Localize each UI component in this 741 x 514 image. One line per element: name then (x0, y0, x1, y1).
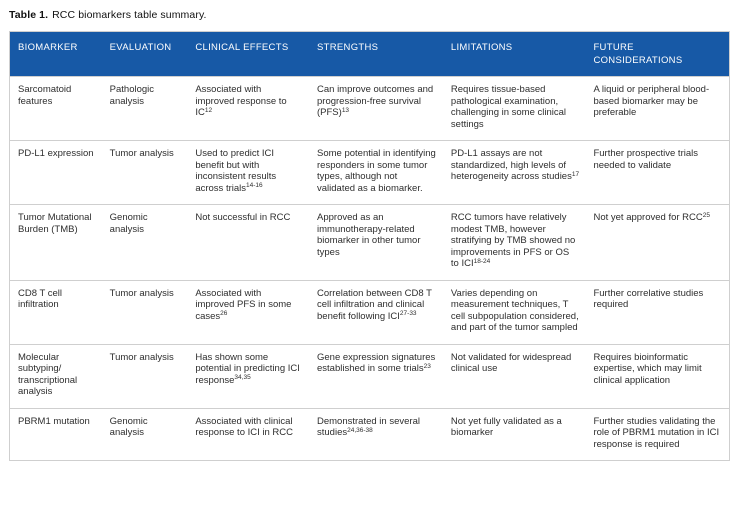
reference-superscript: 17 (571, 170, 580, 178)
cell-evaluation: Genomic analysis (102, 205, 188, 281)
cell-future-considerations: Further studies validating the role of PBRM1 mutation in ICI response is required (585, 408, 729, 461)
column-header-biomarker: BIOMARKER (10, 32, 102, 77)
table-header (10, 32, 730, 77)
reference-superscript: 27-33 (399, 310, 417, 317)
reference-superscript: 24,36-38 (347, 426, 373, 434)
reference-superscript: 34,35 (234, 374, 251, 381)
reference-superscript: 26 (220, 310, 228, 317)
cell-evaluation: Tumor analysis (102, 280, 188, 344)
cell-strengths: Approved as an immunotherapy-related biomarker in other tumor types (309, 205, 443, 281)
table-caption-text: RCC biomarkers table summary. (52, 9, 207, 21)
biomarkers-table (9, 31, 730, 461)
cell-clinical-effects: Not successful in RCC (187, 205, 309, 281)
table-caption-label: Table 1. (9, 9, 49, 21)
header-row (10, 32, 730, 77)
cell-evaluation: Pathologic analysis (102, 77, 188, 141)
cell-limitations: Not validated for widespread clinical use (443, 344, 586, 408)
cell-strengths: Some potential in identifying responders in some tumor types, although not validated as a biomarker. (309, 141, 443, 205)
reference-superscript: 12 (204, 106, 213, 114)
reference-superscript: 13 (341, 106, 350, 114)
cell-limitations: Requires tissue-based pathological examination, challenging in some clinical settings (443, 77, 586, 141)
table-row (10, 344, 730, 408)
cell-clinical-effects: Associated with clinical response to ICI in RCC (187, 408, 309, 461)
cell-future-considerations: Requires bioinformatic expertise, which may limit clinical application (585, 344, 729, 408)
cell-biomarker: Molecular subtyping/ transcriptional analysis (10, 344, 102, 408)
cell-limitations: Not yet fully validated as a biomarker (443, 408, 586, 461)
column-header-clinical-effects: CLINICAL EFFECTS (187, 32, 309, 77)
cell-biomarker: PBRM1 mutation (10, 408, 102, 461)
reference-superscript: 23 (423, 362, 431, 370)
cell-clinical-effects: Associated with improved PFS in some cases$^{26}$ (187, 280, 309, 344)
cell-biomarker: PD-L1 expression (10, 141, 102, 205)
table-body (10, 77, 730, 461)
reference-superscript: 14-16 (246, 182, 263, 189)
table-caption (9, 9, 731, 21)
cell-evaluation: Tumor analysis (102, 141, 188, 205)
cell-strengths: Can improve outcomes and progression-free survival (PFS)$^{13}$ (309, 77, 443, 141)
cell-strengths: Demonstrated in several studies$^{24,36-38}$ (309, 408, 443, 461)
table-row (10, 205, 730, 281)
cell-evaluation: Genomic analysis (102, 408, 188, 461)
cell-biomarker: CD8 T cell infiltration (10, 280, 102, 344)
cell-clinical-effects: Has shown some potential in predicting ICI response$^{34,35}$ (187, 344, 309, 408)
table-row (10, 280, 730, 344)
table-row (10, 77, 730, 141)
cell-clinical-effects: Used to predict ICI benefit but with inconsistent results across trials$^{14-16}$ (187, 141, 309, 205)
cell-evaluation: Tumor analysis (102, 344, 188, 408)
reference-superscript: 25 (702, 211, 710, 219)
cell-future-considerations: Further prospective trials needed to validate (585, 141, 729, 205)
cell-biomarker: Tumor Mutational Burden (TMB) (10, 205, 102, 281)
cell-biomarker: Sarcomatoid features (10, 77, 102, 141)
cell-strengths: Correlation between CD8 T cell infiltration and clinical benefit following ICI$^{27-33}$ (309, 280, 443, 344)
column-header-evaluation: EVALUATION (102, 32, 188, 77)
table-row (10, 408, 730, 461)
cell-limitations: RCC tumors have relatively modest TMB, however stratifying by TMB showed no improvements in PFS or OS to ICI$^{18-24}$ (443, 205, 586, 281)
column-header-future-considerations: FUTURE CONSIDERATIONS (585, 32, 729, 77)
cell-future-considerations: Further correlative studies required (585, 280, 729, 344)
reference-superscript: 18-24 (473, 257, 491, 265)
cell-future-considerations: A liquid or peripheral blood-based biomarker may be preferable (585, 77, 729, 141)
cell-future-considerations: Not yet approved for RCC$^{25}$ (585, 205, 729, 281)
cell-limitations: PD-L1 assays are not standardized, high levels of heterogeneity across studies$^{17}$ (443, 141, 586, 205)
cell-clinical-effects: Associated with improved response to IC$^{12}$ (187, 77, 309, 141)
column-header-strengths: STRENGTHS (309, 32, 443, 77)
cell-limitations: Varies depending on measurement techniques, T cell subpopulation considered, and part of the tumor sampled (443, 280, 586, 344)
column-header-limitations: LIMITATIONS (443, 32, 586, 77)
table-row (10, 141, 730, 205)
cell-strengths: Gene expression signatures established in some trials$^{23}$ (309, 344, 443, 408)
